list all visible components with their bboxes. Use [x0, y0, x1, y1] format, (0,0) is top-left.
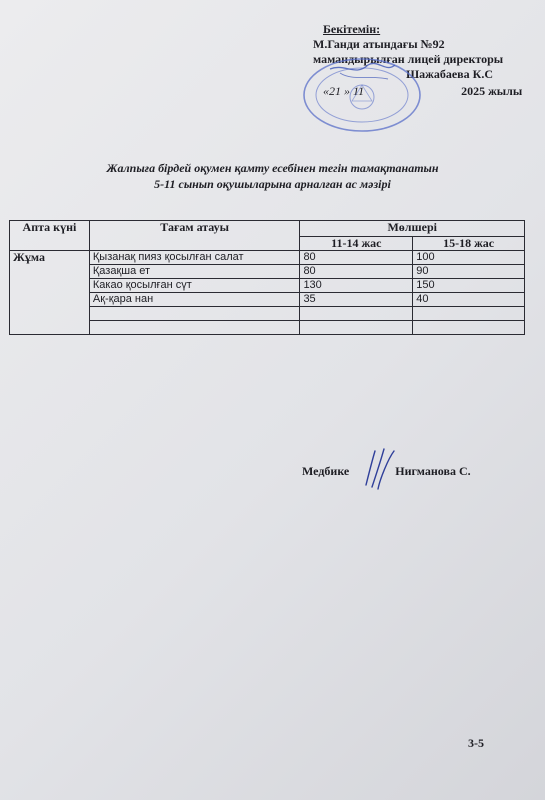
- amount-b-cell: [413, 321, 525, 335]
- day-cell: Жұма: [10, 251, 90, 335]
- page-number: 3-5: [468, 736, 484, 750]
- title-line-2: 5-11 сынып оқушыларына арналған ас мәзірі: [154, 177, 391, 191]
- approval-date: «21 » 11: [323, 84, 365, 98]
- header-day: Апта күні: [10, 221, 90, 251]
- amount-b-cell: [413, 307, 525, 321]
- amount-a-cell: 80: [300, 251, 413, 265]
- amount-a-cell: [300, 321, 413, 335]
- title-line-1: Жалпыға бірдей оқумен қамту есебінен тегін тамақтанатын: [106, 161, 439, 175]
- amount-b-cell: 150: [413, 279, 525, 293]
- header-age-15-18: 15-18 жас: [413, 237, 525, 251]
- food-cell: [89, 321, 300, 335]
- amount-a-cell: [300, 307, 413, 321]
- approval-school: М.Ганди атындағы №92: [313, 37, 445, 51]
- amount-a-cell: 80: [300, 265, 413, 279]
- food-cell: Қызанақ пияз қосылған салат: [89, 251, 300, 265]
- header-amount: Мөлшері: [300, 221, 525, 237]
- amount-a-cell: 130: [300, 279, 413, 293]
- nurse-role: Медбике: [302, 464, 350, 478]
- document-title: [0, 160, 545, 192]
- table-row: [10, 251, 525, 265]
- nurse-name: Нигманова С.: [395, 464, 471, 478]
- amount-b-cell: 100: [413, 251, 525, 265]
- menu-table: [9, 220, 525, 335]
- amount-b-cell: 40: [413, 293, 525, 307]
- food-cell: Ақ-қара нан: [89, 293, 300, 307]
- header-age-11-14: 11-14 жас: [300, 237, 413, 251]
- food-cell: Қазақша ет: [89, 265, 300, 279]
- approval-heading: Бекітемін:: [323, 22, 381, 36]
- approval-director-name: Шажабаева К.С: [405, 67, 493, 81]
- amount-a-cell: 35: [300, 293, 413, 307]
- official-seal-stamp: [300, 55, 425, 135]
- nurse-handwritten-signature: [360, 445, 400, 493]
- table-header-row: [10, 221, 525, 237]
- amount-b-cell: 90: [413, 265, 525, 279]
- approval-year: 2025 жылы: [461, 84, 523, 98]
- approval-position: мамандырылған лицей директоры: [313, 52, 504, 66]
- food-cell: [89, 307, 300, 321]
- food-cell: Какао қосылған сүт: [89, 279, 300, 293]
- header-food: Тағам атауы: [89, 221, 300, 251]
